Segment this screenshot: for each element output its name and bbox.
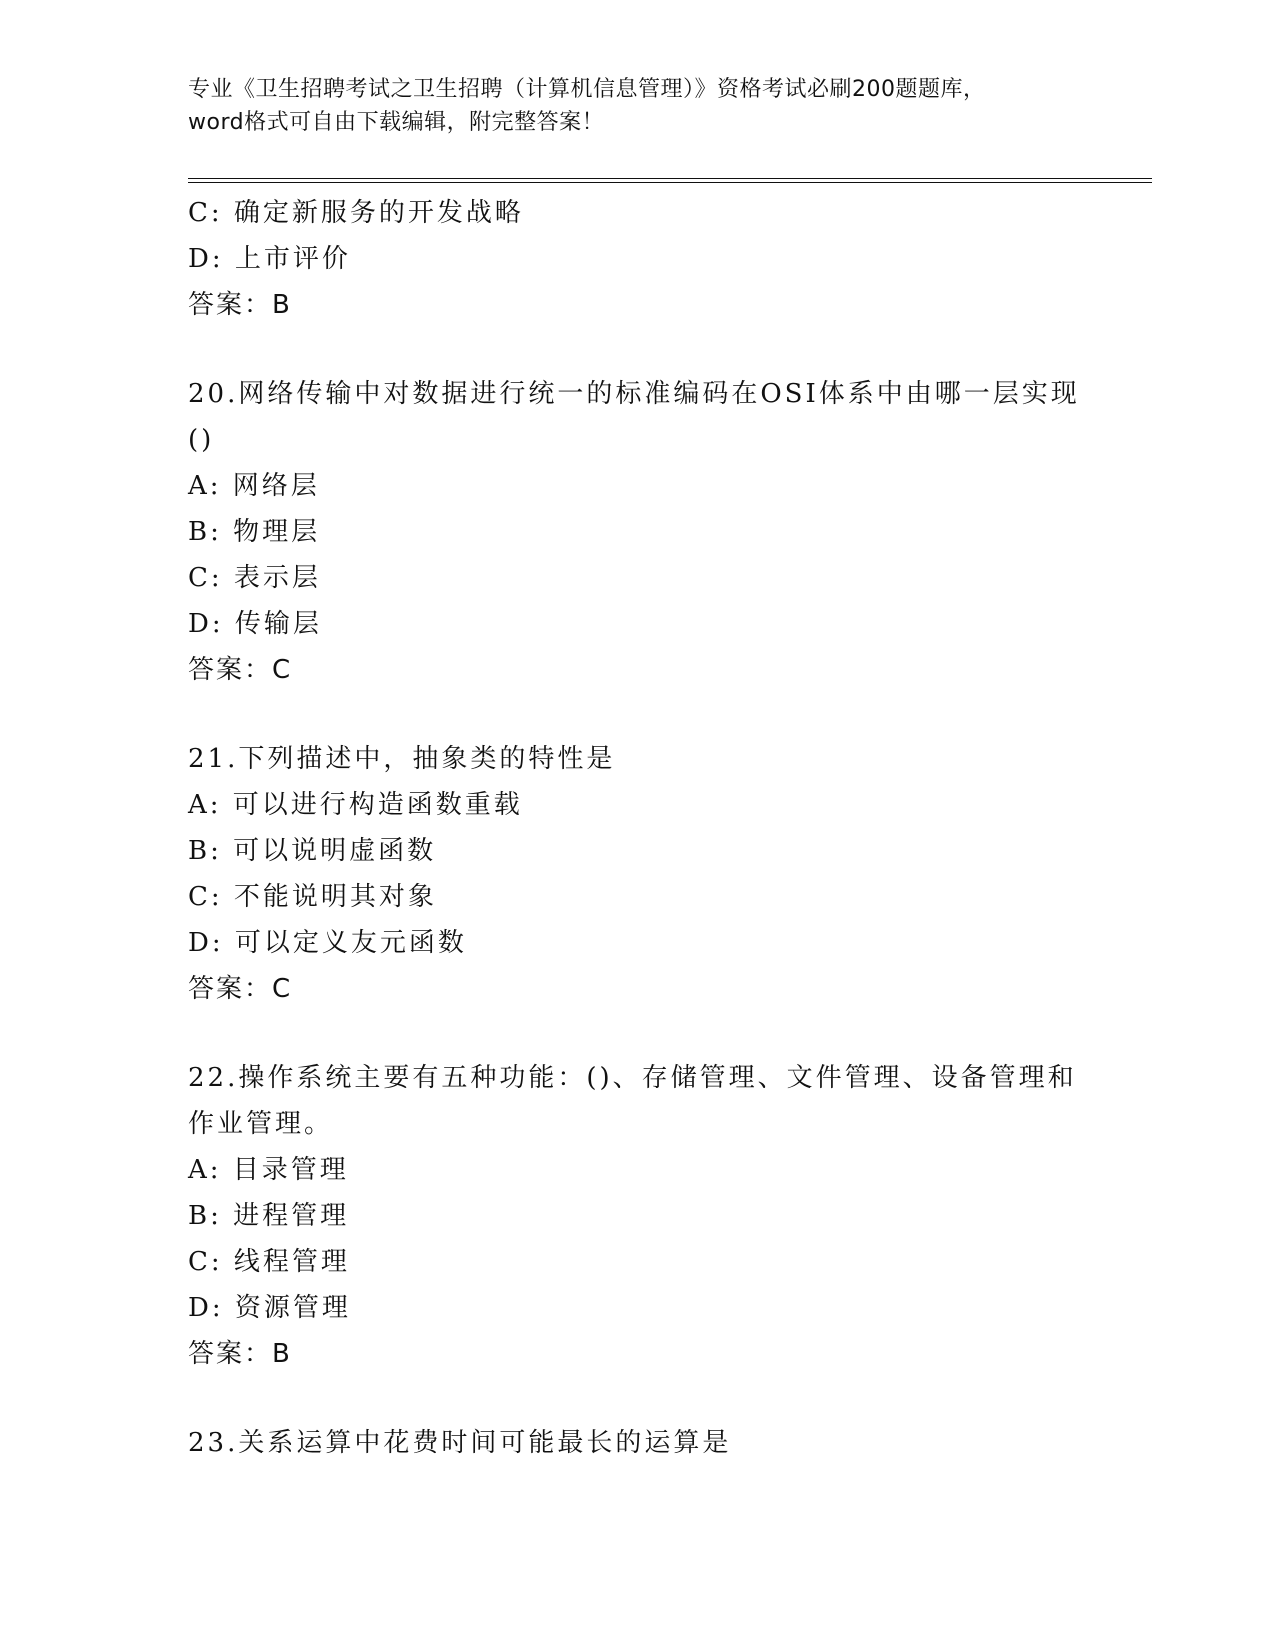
question-text: 20.网络传输中对数据进行统一的标准编码在OSI体系中由哪一层实现 [188,379,1080,409]
spacer [188,328,1148,371]
header-title-line-2: word格式可自由下载编辑，附完整答案！ [188,110,605,135]
option-d: D: 可以定义友元函数 [188,928,467,958]
option-c: C: 线程管理 [188,1247,350,1277]
question-text: 23.关系运算中花费时间可能最长的运算是 [188,1428,732,1458]
option-c: C: 不能说明其对象 [188,882,437,912]
option-d: D: 资源管理 [188,1293,351,1323]
answer-line: 答案：B [188,1339,292,1369]
spacer [188,693,1148,736]
option-b: B: 进程管理 [188,1201,350,1231]
answer-line: 答案：B [188,290,292,320]
option-c: C: 表示层 [188,563,321,593]
question-block-20 [188,371,1148,693]
answer-line: 答案：C [188,655,293,685]
question-block-21 [188,736,1148,1012]
question-text: 21.下列描述中，抽象类的特性是 [188,744,616,774]
answer-line: 答案：C [188,974,293,1004]
option-b: B: 物理层 [188,517,321,547]
spacer [188,1377,1148,1420]
header-title-line-1: 专业《卫生招聘考试之卫生招聘（计算机信息管理）》资格考试必刷200题题库， [188,77,986,102]
question-text-continued: () [188,425,215,455]
question-text: 22.操作系统主要有五种功能：()、存储管理、文件管理、设备管理和 [188,1063,1077,1093]
question-text-continued: 作业管理。 [188,1109,334,1139]
option-b: B: 可以说明虚函数 [188,836,437,866]
option-a: A: 网络层 [188,471,320,501]
header-divider-bottom [188,182,1152,183]
option-d: D: 传输层 [188,609,322,639]
option-a: A: 目录管理 [188,1155,349,1185]
option-a: A: 可以进行构造函数重载 [188,790,523,820]
document-header [188,73,1088,139]
spacer [188,1012,1148,1055]
header-divider-top [188,178,1152,179]
option-c: C: 确定新服务的开发战略 [188,198,524,228]
question-block-22 [188,1055,1148,1377]
question-list [188,190,1148,1466]
question-block-23 [188,1420,1148,1466]
question-block-prev [188,190,1148,328]
option-d: D: 上市评价 [188,244,351,274]
